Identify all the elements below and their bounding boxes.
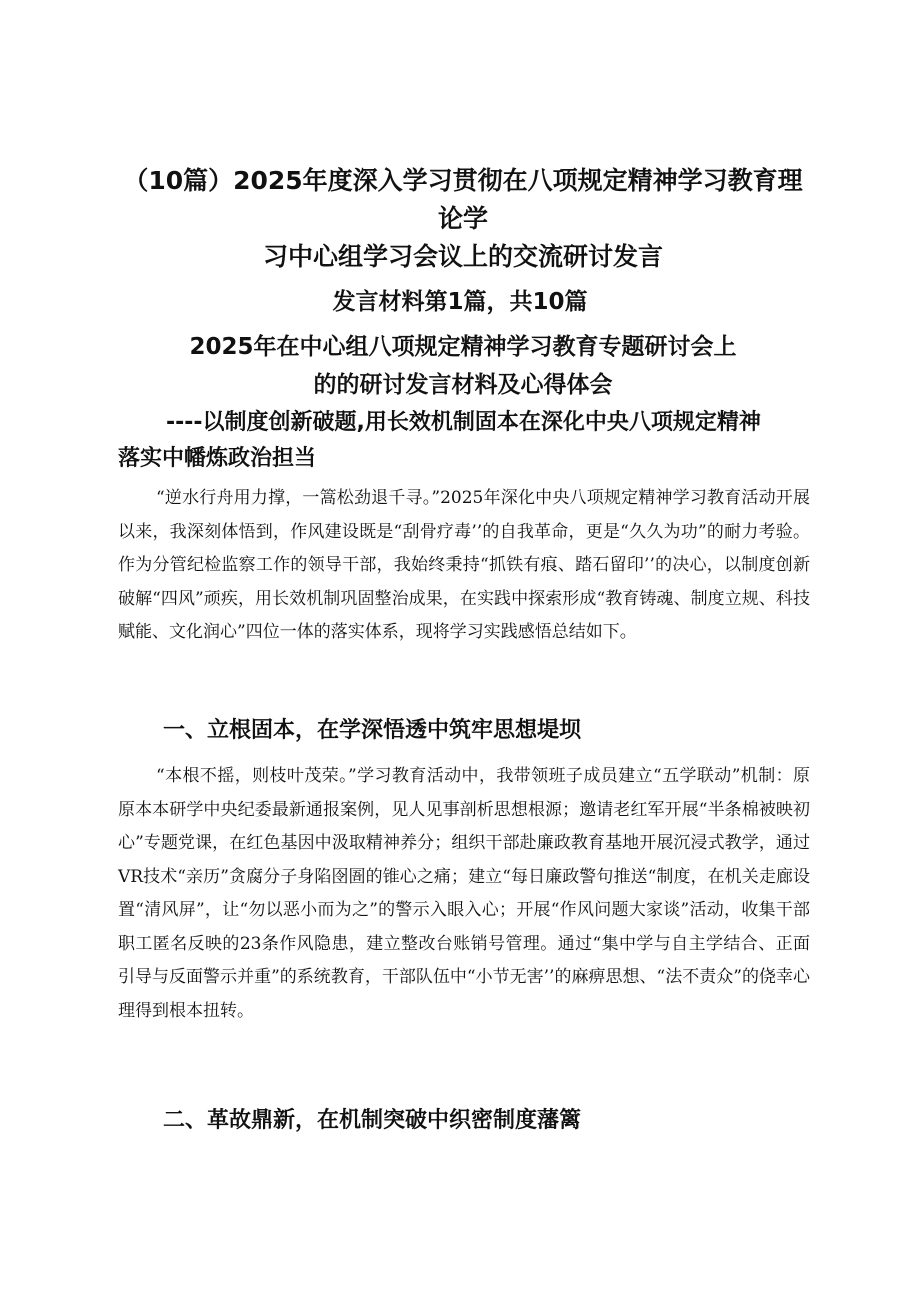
section-1-heading: 一、立根固本，在学深悟透中筑牢思想堤坝	[163, 718, 582, 743]
subtitle-line-1: 2025年在中心组八项规定精神学习教育专题研讨会上	[189, 334, 737, 360]
theme-line-2: 落实中幡炼政治担当	[118, 446, 317, 471]
intro-paragraph: “逆水行舟用力撑，一篙松劲退千寻。”2025年深化中央八项规定精神学习教育活动开展以来，我深刻体悟到，作风建设既是“刮骨疗毒’’的自我革命，更是“久久为功”的耐力考验。作为分管纪检监察工作的领导干部，我始终秉持“抓铁有痕、踏石留印’’的决心，以制度创新破解“四风”顽疾，用长效机制巩固整治成果，在实践中探索形成“教育铸魂、制度立规、科技赋能、文化润心”四位一体的落实体系，现将学习实践感悟总结如下。	[118, 488, 810, 642]
title-line-2: 习中心组学习会议上的交流研讨发言	[262, 242, 663, 271]
theme-subtitle	[118, 405, 808, 477]
section-2-heading: 二、革故鼎新，在机制突破中织密制度藩篱	[163, 1108, 582, 1133]
section-1-paragraph: “本根不摇，则枝叶茂荣。”学习教育活动中，我带领班子成员建立“五学联动”机制：原原本本研学中央纪委最新通报案例，见人见事剖析思想根源；邀请老红军开展“半条棉被映初心”专题党课，在红色基因中汲取精神养分；组织干部赴廉政教育基地开展沉浸式教学，通过VR技术“亲历”贪腐分子身陷囹圄的锥心之痛；建立“每日廉政警句推送“制度，在机关走廊设置“清风屏”，让“勿以恶小而为之”的警示入眼入心；开展“作风问题大家谈”活动，收集干部职工匿名反映的23条作风隐患，建立整改台账销号管理。通过“集中学与自主学结合、正面引导与反面警示并重”的系统教育，干部队伍中“小节无害’’的麻痹思想、“法不责众”的侥幸心理得到根本扭转。	[118, 766, 810, 1021]
subtitle	[118, 328, 808, 404]
subtitle-line-2: 的的研讨发言材料及心得体会	[313, 372, 613, 398]
document-title	[118, 162, 808, 276]
part-label: 发言材料第1篇，共10篇	[332, 289, 588, 315]
theme-line-1: ----以制度创新破题,用长效机制固本在深化中央八项规定精神	[166, 410, 761, 435]
title-line-1: （10篇）2025年度深入学习贯彻在八项规定精神学习教育理论学	[123, 166, 803, 233]
